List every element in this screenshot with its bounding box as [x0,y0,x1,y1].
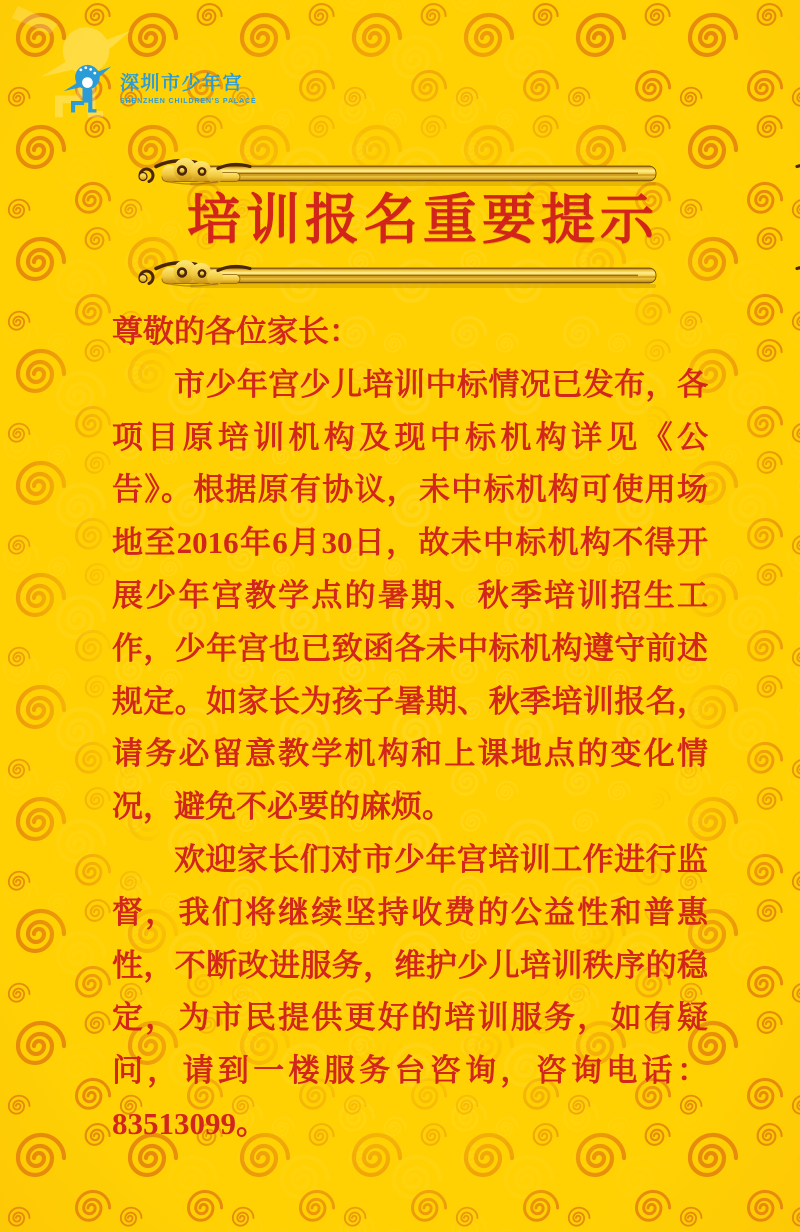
shenzhen-childrens-palace-logo [62,58,257,118]
notice-body [112,306,708,1151]
salutation: 尊敬的各位家长： [112,314,360,349]
notice-paragraph-2: 欢迎家长们对市少年宫培训工作进行监督，我们将继续坚持收费的公益性和普惠性，不断改进服务，维护少儿培训秩序的稳定，为市民提供更好的培训服务，如有疑问，请到一楼服务台咨询，咨询电话：83513099。 [112,841,708,1141]
notice-paragraph-1: 市少年宫少儿培训中标情况已发布，各项目原培训机构及现中标机构详见《公告》。根据原有协议，未中标机构可使用场地至2016年6月30日，故未中标机构不得开展少年宫教学点的暑期、秋季培训招生工作，少年宫也已致函各未中标机构遵守前述规定。如家长为孩子暑期、秋季培训报名，请务必留意教学机构和上课地点的变化情况，避免不必要的麻烦。 [112,366,708,825]
logo-texts [120,58,257,105]
logo-icon-space [62,58,114,118]
logo-subtitle-en: SHENZHEN CHILDREN'S PALACE [120,97,257,105]
notice-title: 培训报名重要提示 [187,190,659,250]
logo-title-cn: 深圳市少年宫 [120,73,244,94]
